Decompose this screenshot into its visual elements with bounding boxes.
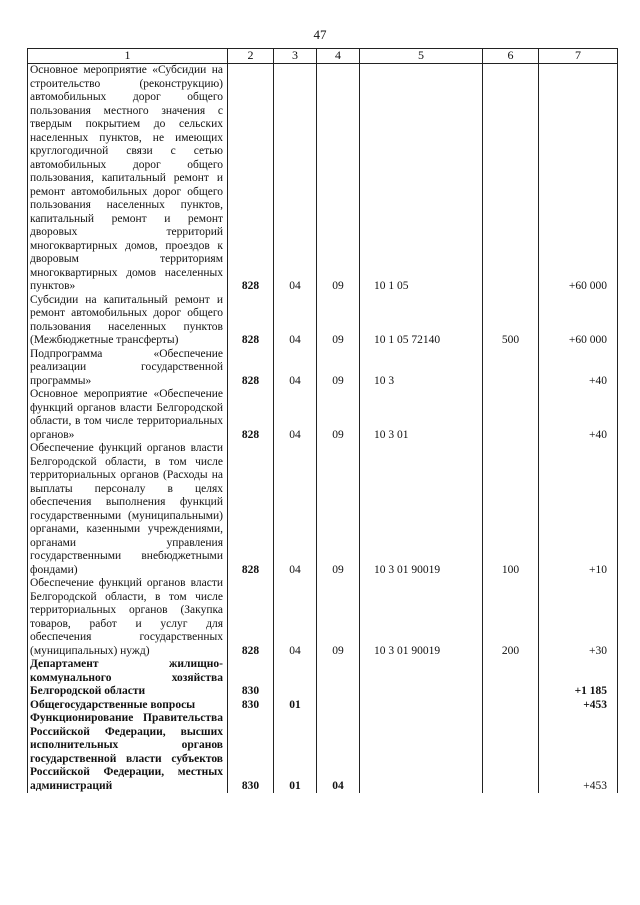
cell-expense-type	[483, 712, 539, 793]
cell-target-article: 10 1 05 72140	[360, 294, 483, 348]
column-header: 7	[539, 49, 618, 64]
cell-subsection: 09	[317, 294, 360, 348]
cell-expense-type	[483, 388, 539, 442]
cell-target-article: 10 3 01 90019	[360, 442, 483, 577]
cell-subsection: 09	[317, 442, 360, 577]
cell-target-article	[360, 712, 483, 793]
table-row	[28, 712, 618, 793]
cell-target-article	[360, 699, 483, 713]
page-number: 47	[313, 27, 327, 42]
column-header: 6	[483, 49, 539, 64]
row-description: Функционирование Правительства Российской Федерации, высших исполнительных органов государственной власти субъектов Российской Федерации, местных администраций	[28, 712, 228, 793]
cell-amount: +40	[539, 348, 618, 389]
cell-subsection: 09	[317, 64, 360, 294]
cell-amount: +40	[539, 388, 618, 442]
row-description: Обеспечение функций органов власти Белгородской области, в том числе территориальных органов (Расходы на выплаты персоналу в целях обеспечения выполнения функций государственными (муниципальными) органами, казенными учреждениями, органами управления государственными внебюджетными фондами)	[28, 442, 228, 577]
row-description: Подпрограмма «Обеспечение реализации государственной программы»	[28, 348, 228, 389]
cell-target-article: 10 3	[360, 348, 483, 389]
cell-section: 04	[274, 442, 317, 577]
cell-target-article: 10 1 05	[360, 64, 483, 294]
cell-section: 04	[274, 64, 317, 294]
cell-section: 01	[274, 712, 317, 793]
cell-admin-code: 828	[228, 294, 274, 348]
column-header: 5	[360, 49, 483, 64]
cell-amount: +30	[539, 577, 618, 658]
cell-amount: +60 000	[539, 294, 618, 348]
cell-section: 04	[274, 294, 317, 348]
column-header: 4	[317, 49, 360, 64]
cell-expense-type	[483, 64, 539, 294]
column-header: 3	[274, 49, 317, 64]
cell-expense-type: 200	[483, 577, 539, 658]
table-header-row	[28, 49, 618, 64]
row-description: Департамент жилищно-коммунального хозяйства Белгородской области	[28, 658, 228, 699]
column-header: 1	[28, 49, 228, 64]
table-row	[28, 348, 618, 389]
cell-admin-code: 828	[228, 64, 274, 294]
column-header: 2	[228, 49, 274, 64]
cell-subsection: 09	[317, 577, 360, 658]
table-row	[28, 294, 618, 348]
row-description: Обеспечение функций органов власти Белгородской области, в том числе территориальных органов (Закупка товаров, работ и услуг для обеспечения государственных (муниципальных) нужд)	[28, 577, 228, 658]
cell-subsection	[317, 658, 360, 699]
table-row	[28, 577, 618, 658]
cell-expense-type: 100	[483, 442, 539, 577]
table-row	[28, 442, 618, 577]
budget-table	[27, 48, 618, 793]
cell-expense-type: 500	[483, 294, 539, 348]
cell-subsection: 04	[317, 712, 360, 793]
cell-admin-code: 830	[228, 712, 274, 793]
cell-section	[274, 658, 317, 699]
cell-admin-code: 830	[228, 699, 274, 713]
cell-admin-code: 828	[228, 388, 274, 442]
cell-amount: +453	[539, 712, 618, 793]
row-description: Основное мероприятие «Обеспечение функций органов власти Белгородской области, в том числе территориальных органов»	[28, 388, 228, 442]
cell-subsection: 09	[317, 388, 360, 442]
row-description: Основное мероприятие «Субсидии на строительство (реконструкцию) автомобильных дорог общего пользования местного значения с твердым покрытием до сельских населенных пунктов, не имеющих круглогодичной связи с сетью автомобильных дорог общего пользования, капитальный ремонт и ремонт автомобильных дорог общего пользования населенных пунктов, капитальный ремонт и ремонт дворовых территорий многоквартирных домов, проездов к дворовым территориям многоквартирных домов населенных пунктов»	[28, 64, 228, 294]
row-description: Общегосударственные вопросы	[28, 699, 228, 713]
cell-target-article	[360, 658, 483, 699]
cell-admin-code: 828	[228, 348, 274, 389]
table-row	[28, 658, 618, 699]
cell-subsection	[317, 699, 360, 713]
cell-section: 04	[274, 348, 317, 389]
cell-section: 04	[274, 388, 317, 442]
cell-section: 04	[274, 577, 317, 658]
cell-target-article: 10 3 01	[360, 388, 483, 442]
cell-expense-type	[483, 348, 539, 389]
cell-expense-type	[483, 658, 539, 699]
cell-section: 01	[274, 699, 317, 713]
cell-subsection: 09	[317, 348, 360, 389]
cell-admin-code: 828	[228, 442, 274, 577]
cell-target-article: 10 3 01 90019	[360, 577, 483, 658]
cell-admin-code: 828	[228, 577, 274, 658]
cell-admin-code: 830	[228, 658, 274, 699]
table-row	[28, 699, 618, 713]
cell-amount: +1 185	[539, 658, 618, 699]
cell-amount: +10	[539, 442, 618, 577]
cell-expense-type	[483, 699, 539, 713]
cell-amount: +453	[539, 699, 618, 713]
cell-amount: +60 000	[539, 64, 618, 294]
row-description: Субсидии на капитальный ремонт и ремонт автомобильных дорог общего пользования населенных пунктов (Межбюджетные трансферты)	[28, 294, 228, 348]
table-row	[28, 388, 618, 442]
table-row	[28, 64, 618, 294]
